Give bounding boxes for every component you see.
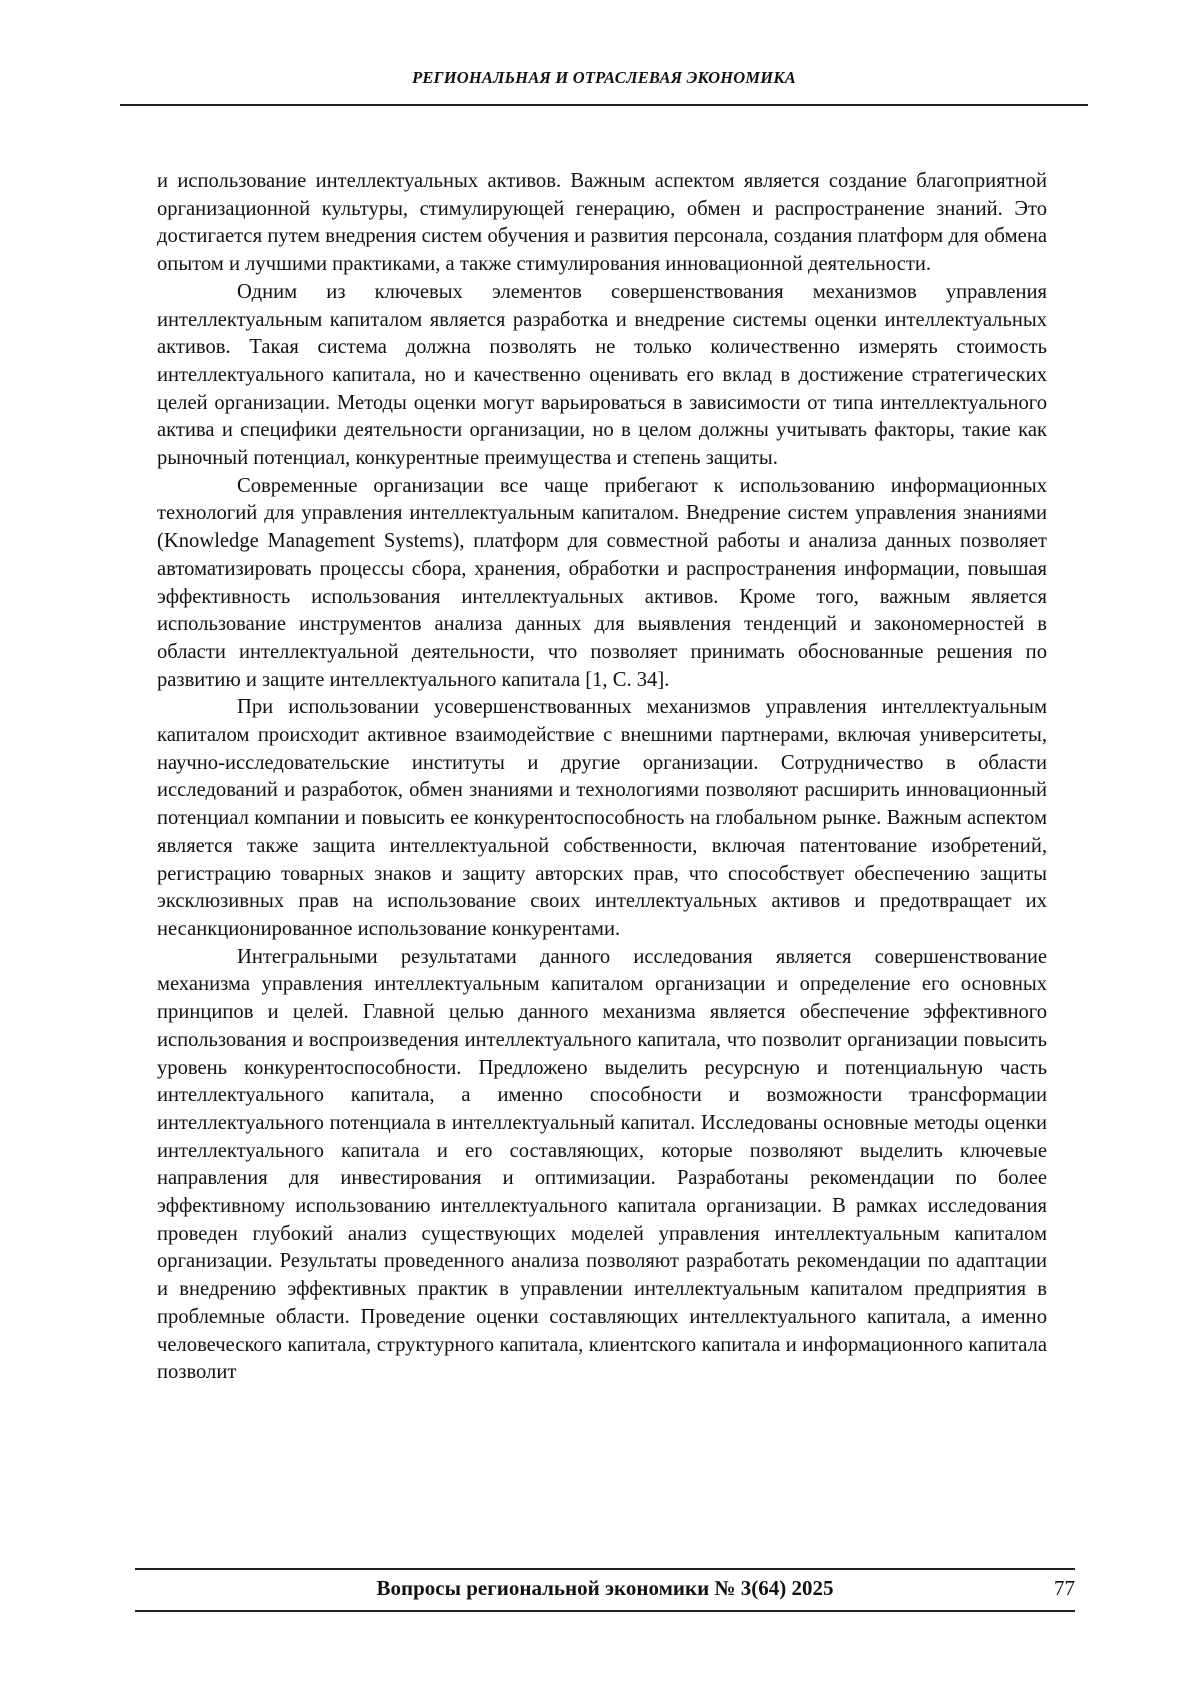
paragraph-1: и использование интеллектуальных активов. Важным аспектом является создание благоприятной организационной культуры, стимулирующей генерацию, обмен и распространение знаний. Это достигается путем внедрения систем обучения и развития персонала, создания платформ для обмена опытом и лучшими практиками, а также стимулирования инновационной деятельности. (157, 170, 1047, 276)
footer-journal-title: Вопросы региональной экономики № 3(64) 2025 (376, 1576, 834, 1600)
footer-rule-top (135, 1568, 1075, 1570)
paragraph-4: При использовании усовершенствованных механизмов управления интеллектуальным капиталом происходит активное взаимодействие с внешними партнерами, включая университеты, научно-исследовательские институты и другие организации. Сотрудничество в области исследований и разработок, обмен знаниями и технологиями позволяют расширить инновационный потенциал компании и повысить ее конкурентоспособность на глобальном рынке. Важным аспектом является также защита интеллектуальной собственности, включая патентование изобретений, регистрацию товарных знаков и защиту авторских прав, что способствует обеспечению защиты эксклюзивных прав на использование своих интеллектуальных активов и предотвращает их несанкционированное использование конкурентами. (157, 696, 1047, 940)
page-number: 77 (1054, 1576, 1075, 1600)
running-head-title: РЕГИОНАЛЬНАЯ И ОТРАСЛЕВАЯ ЭКОНОМИКА (412, 68, 796, 87)
paragraph-2: Одним из ключевых элементов совершенствования механизмов управления интеллектуальным капиталом является разработка и внедрение системы оценки интеллектуальных активов. Такая система должна позволять не только количественно измерять стоимость интеллектуального капитала, но и качественно оценивать его вклад в достижение стратегических целей организации. Методы оценки могут варьироваться в зависимости от типа интеллектуального актива и специфики деятельности организации, но в целом должны учитывать факторы, такие как рыночный потенциал, конкурентные преимущества и степень защиты. (157, 280, 1047, 470)
footer-rule-bottom (135, 1610, 1075, 1612)
paragraph-3: Современные организации все чаще прибегают к использованию информационных технологий для управления интеллектуальным капиталом. Внедрение систем управления знаниями (Knowledge Management Systems), платформ для совместной работы и анализа данных позволяет автоматизировать процессы сбора, хранения, обработки и распространения информации, повышая эффективность использования интеллектуальных активов. Кроме того, важным является использование инструментов анализа данных для выявления тенденций и закономерностей в области интеллектуальной деятельности, что позволяет принимать обоснованные решения по развитию и защите интеллектуального капитала [1, С. 34]. (157, 474, 1047, 691)
paragraph-5: Интегральными результатами данного исследования является совершенствование механизма управления интеллектуальным капиталом организации и определение его основных принципов и целей. Главной целью данного механизма является обеспечение эффективного использования и воспроизведения интеллектуального капитала, что позволит организации повысить уровень конкурентоспособности. Предложено выделить ресурсную и потенциальную часть интеллектуального капитала, а именно способности и возможности трансформации интеллектуального потенциала в интеллектуальный капитал. Исследованы основные методы оценки интеллектуального капитала и его составляющих, которые позволяют выделить ключевые направления для инвестирования и оптимизации. Разработаны рекомендации по более эффективному использованию интеллектуального капитала организации. В рамках исследования проведен глубокий анализ существующих моделей управления интеллектуальным капиталом организации. Результаты проведенного анализа позволяют разработать рекомендации по адаптации и внедрению эффективных практик в управлении интеллектуальным капиталом предприятия в проблемные области. Проведение оценки составляющих интеллектуального капитала, а именно человеческого капитала, структурного капитала, клиентского капитала и информационного капитала позволит (157, 945, 1047, 1384)
article-body (157, 168, 1047, 1387)
header-rule (120, 104, 1088, 106)
